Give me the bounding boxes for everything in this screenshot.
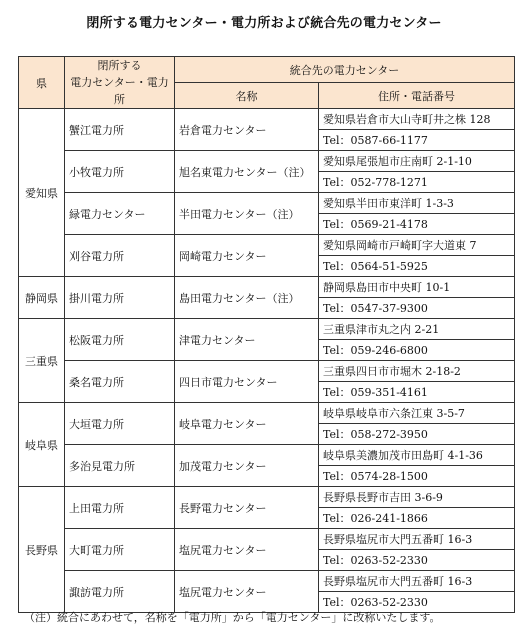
prefecture-cell: 愛知県 xyxy=(19,109,65,277)
closed-facility-cell: 松阪電力所 xyxy=(65,319,175,361)
closed-facility-cell: 上田電力所 xyxy=(65,487,175,529)
prefecture-cell: 静岡県 xyxy=(19,277,65,319)
table-body xyxy=(19,109,515,613)
document-title: 閉所する電力センター・電力所および統合先の電力センター xyxy=(86,16,442,31)
phone-cell: Tel：059-351-4161 xyxy=(319,382,515,403)
phone-cell: Tel：0564-51-5925 xyxy=(319,256,515,277)
integrated-center-name-cell: 島田電力センター（注） xyxy=(175,277,319,319)
address-cell: 三重県津市丸之内 2-21 xyxy=(319,319,515,340)
phone-cell: Tel：0574-28-1500 xyxy=(319,466,515,487)
prefecture-cell: 岐阜県 xyxy=(19,403,65,487)
table-row xyxy=(19,445,515,466)
integrated-center-name-cell: 半田電力センター（注） xyxy=(175,193,319,235)
integrated-center-name-cell: 岐阜電力センター xyxy=(175,403,319,445)
address-cell: 岐阜県岐阜市六条江東 3-5-7 xyxy=(319,403,515,424)
address-cell: 三重県四日市市堀木 2-18-2 xyxy=(319,361,515,382)
table-row xyxy=(19,403,515,424)
integrated-center-name-cell: 旭名東電力センター（注） xyxy=(175,151,319,193)
phone-cell: Tel：059-246-6800 xyxy=(319,340,515,361)
closed-facility-cell: 刈谷電力所 xyxy=(65,235,175,277)
table-row xyxy=(19,529,515,550)
address-cell: 愛知県半田市東洋町 1-3-3 xyxy=(319,193,515,214)
phone-cell: Tel：026-241-1866 xyxy=(319,508,515,529)
closed-facility-cell: 桑名電力所 xyxy=(65,361,175,403)
header-pref: 県 xyxy=(19,57,65,109)
closed-facility-cell: 小牧電力所 xyxy=(65,151,175,193)
header-address: 住所・電話番号 xyxy=(319,83,515,109)
header-name: 名称 xyxy=(175,83,319,109)
closed-facility-cell: 大町電力所 xyxy=(65,529,175,571)
phone-cell: Tel：0587-66-1177 xyxy=(319,130,515,151)
header-integrated: 統合先の電力センター xyxy=(175,57,515,83)
address-cell: 長野県塩尻市大門五番町 16-3 xyxy=(319,529,515,550)
closed-facility-cell: 大垣電力所 xyxy=(65,403,175,445)
table-row xyxy=(19,109,515,130)
address-cell: 愛知県岡崎市戸崎町字大道東 7 xyxy=(319,235,515,256)
integration-table xyxy=(18,56,515,613)
address-cell: 愛知県岩倉市大山寺町井之株 128 xyxy=(319,109,515,130)
phone-cell: Tel：052-778-1271 xyxy=(319,172,515,193)
phone-cell: Tel：0263-52-2330 xyxy=(319,592,515,613)
prefecture-cell: 三重県 xyxy=(19,319,65,403)
phone-cell: Tel：0569-21-4178 xyxy=(319,214,515,235)
address-cell: 静岡県島田市中央町 10-1 xyxy=(319,277,515,298)
integrated-center-name-cell: 塩尻電力センター xyxy=(175,571,319,613)
table-row xyxy=(19,235,515,256)
table-row xyxy=(19,319,515,340)
integrated-center-name-cell: 岩倉電力センター xyxy=(175,109,319,151)
address-cell: 長野県塩尻市大門五番町 16-3 xyxy=(319,571,515,592)
integrated-center-name-cell: 加茂電力センター xyxy=(175,445,319,487)
table-row xyxy=(19,361,515,382)
prefecture-cell: 長野県 xyxy=(19,487,65,613)
footnote: （注）統合にあわせて，名称を「電力所」から「電力センター」に改称いたします。 xyxy=(24,611,441,624)
integrated-center-name-cell: 津電力センター xyxy=(175,319,319,361)
address-cell: 長野県長野市吉田 3-6-9 xyxy=(319,487,515,508)
closed-facility-cell: 掛川電力所 xyxy=(65,277,175,319)
closed-facility-cell: 蟹江電力所 xyxy=(65,109,175,151)
phone-cell: Tel：0263-52-2330 xyxy=(319,550,515,571)
integrated-center-name-cell: 四日市電力センター xyxy=(175,361,319,403)
table-row xyxy=(19,571,515,592)
table-row xyxy=(19,151,515,172)
phone-cell: Tel：058-272-3950 xyxy=(319,424,515,445)
table-row xyxy=(19,487,515,508)
address-cell: 愛知県尾張旭市庄南町 2-1-10 xyxy=(319,151,515,172)
integrated-center-name-cell: 岡崎電力センター xyxy=(175,235,319,277)
table-row xyxy=(19,193,515,214)
address-cell: 岐阜県美濃加茂市田島町 4-1-36 xyxy=(319,445,515,466)
integrated-center-name-cell: 塩尻電力センター xyxy=(175,529,319,571)
header-closed: 閉所する 電力センター・電力所 xyxy=(65,57,175,109)
closed-facility-cell: 諏訪電力所 xyxy=(65,571,175,613)
closed-facility-cell: 多治見電力所 xyxy=(65,445,175,487)
phone-cell: Tel：0547-37-9300 xyxy=(319,298,515,319)
integrated-center-name-cell: 長野電力センター xyxy=(175,487,319,529)
closed-facility-cell: 緑電力センター xyxy=(65,193,175,235)
table-row xyxy=(19,277,515,298)
